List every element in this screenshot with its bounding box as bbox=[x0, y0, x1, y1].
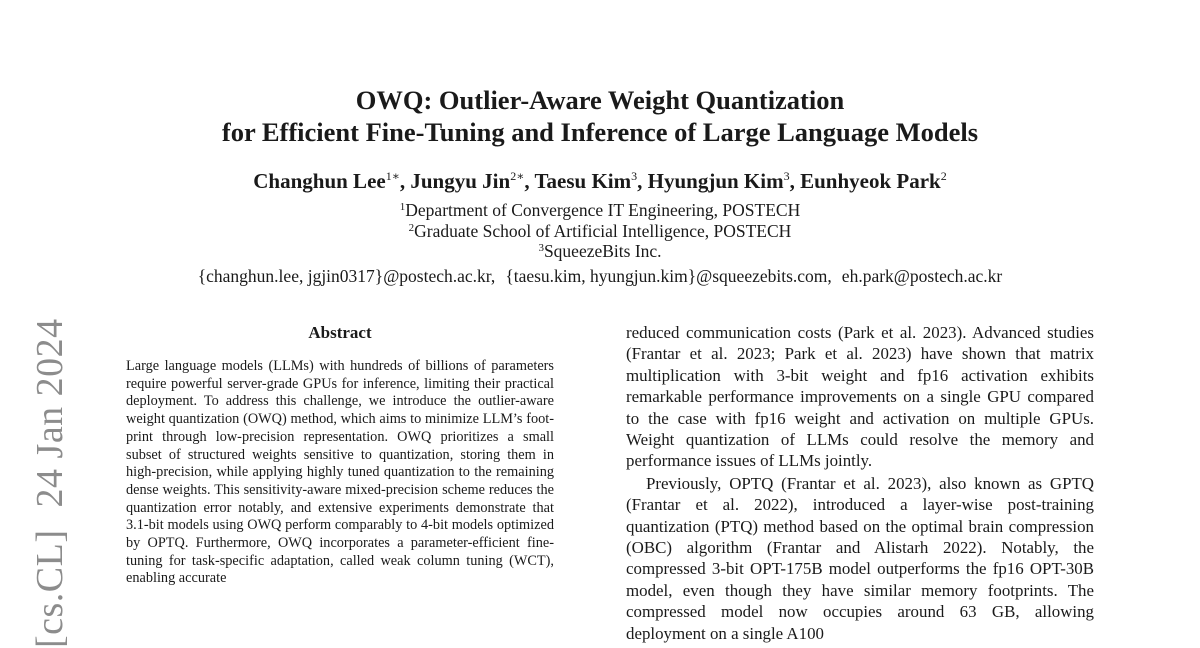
body-paragraph: Previously, OPTQ (Frantar et al. 2023), also known as GPTQ (Frantar et al. 2022), introduced a layer-wise post-training quantization (PTQ) method based on the optimal brain compression (OBC) algorithm (Frantar and Alistarh 2022). Notably, the compressed 3-bit OPT-175B model outperforms the fp16 OPT-30B model, even though they have similar memory footprints. The compressed model now occupies around 63 GB, allowing deployment on a single A100 bbox=[626, 473, 1094, 643]
arxiv-date: 24 Jan 2024 bbox=[29, 318, 71, 508]
author: Hyungjun Kim$^3$, bbox=[647, 169, 801, 193]
title-line-1: OWQ: Outlier-Aware Weight Quantization bbox=[355, 85, 845, 115]
author-name: Eunhyeok Park bbox=[800, 169, 941, 193]
author-affil-mark: 3 bbox=[631, 169, 638, 183]
author-name: Changhun Lee bbox=[253, 169, 386, 193]
right-column bbox=[626, 322, 1094, 644]
affiliation: $^3$SqueezeBits Inc. bbox=[538, 241, 662, 261]
body-paragraph: reduced communication costs (Park et al. 2023). Advanced studies (Frantar et al. 2023; Park et al. 2023) have shown that matrix multiplication with 3-bit weight and fp16 activation exhibits remarkable performance improvements on a single GPU compared to the case with fp16 weight and activation on multiple GPUs. Weight quantization of LLMs could resolve the memory and performance issues of LLMs jointly. bbox=[626, 323, 1094, 471]
author-affil-mark: 2∗ bbox=[510, 169, 525, 183]
email-group: {taesu.kim, hyungjun.kim}@squeezebits.com, bbox=[505, 265, 832, 286]
left-column bbox=[126, 322, 554, 588]
affiliation: $^2$Graduate School of Artificial Intelligence, POSTECH bbox=[408, 220, 792, 241]
author-affil-mark: 3 bbox=[783, 169, 790, 183]
email-group: eh.park@postech.ac.kr bbox=[841, 265, 1003, 286]
paper-title bbox=[0, 84, 1200, 148]
author: Changhun Lee$^{1∗}$, bbox=[253, 169, 411, 193]
author-affil-mark: 2 bbox=[940, 169, 947, 183]
author-name: Jungyu Jin bbox=[410, 169, 511, 193]
affiliation: $^1$Department of Convergence IT Engineering, POSTECH bbox=[399, 200, 801, 220]
author-name: Taesu Kim bbox=[534, 169, 632, 193]
author-affil-mark: 1∗ bbox=[385, 169, 400, 183]
title-line-2: for Efficient Fine-Tuning and Inference of Large Language Models bbox=[221, 117, 979, 147]
author-emails bbox=[0, 265, 1200, 288]
author: Taesu Kim$^3$, bbox=[534, 169, 648, 193]
arxiv-watermark bbox=[28, 318, 72, 648]
email-group: {changhun.lee, jgjin0317}@postech.ac.kr, bbox=[197, 265, 496, 286]
author: Jungyu Jin$^{2∗}$, bbox=[410, 169, 535, 193]
abstract-heading: Abstract bbox=[308, 323, 372, 342]
affiliations bbox=[0, 200, 1200, 288]
author-list bbox=[0, 168, 1200, 194]
abstract-text: Large language models (LLMs) with hundreds of billions of parameters require powerful server-grade GPUs for inference, limiting their practical deployment. To address this challenge, we introduce the outlier-aware weight quantization (OWQ) method, which aims to minimize LLM’s footprint through low-precision representation. OWQ prioritizes a small subset of structured weights sensitive to quantization, storing them in high-precision, while applying highly tuned quantization to the remaining dense weights. This sensitivity-aware mixed-precision scheme reduces the quantization error notably, and extensive experiments demonstrate that 3.1-bit models using OWQ perform comparably to 4-bit models optimized by OPTQ. Furthermore, OWQ incorporates a parameter-efficient fine-tuning for task-specific adaptation, called weak column tuning (WCT), enabling accurate bbox=[126, 358, 554, 587]
arxiv-category: [cs.CL] bbox=[29, 529, 71, 648]
author bbox=[800, 169, 947, 193]
author-name: Hyungjun Kim bbox=[647, 169, 784, 193]
